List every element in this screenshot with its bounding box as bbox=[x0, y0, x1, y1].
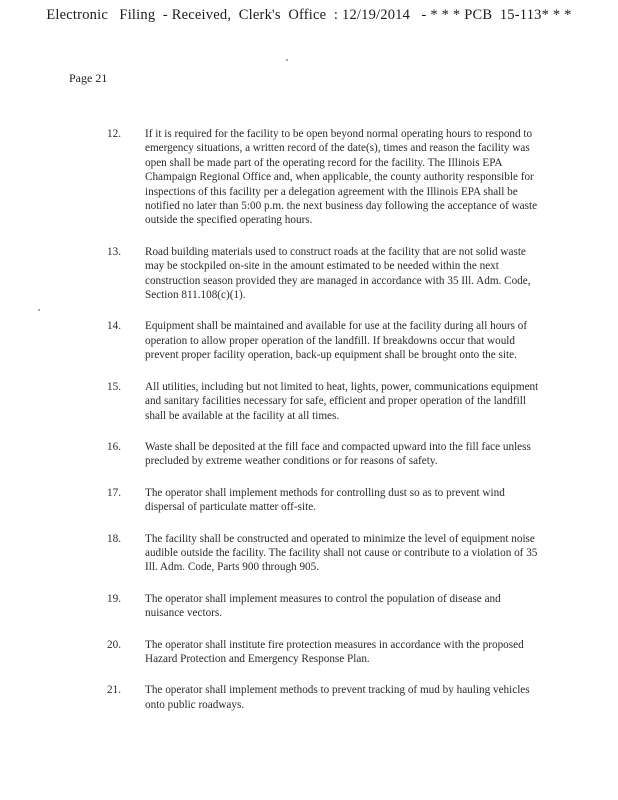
scan-speck bbox=[286, 59, 288, 61]
page-number: Page 21 bbox=[69, 71, 108, 85]
condition-text: The operator shall implement methods to prevent tracking of mud by hauling vehicles onto public roadways. bbox=[145, 684, 530, 711]
condition-item bbox=[0, 380, 618, 423]
condition-number: 13. bbox=[107, 245, 121, 258]
condition-number: 17. bbox=[107, 486, 121, 499]
condition-text: Equipment shall be maintained and available for use at the facility during all hours of operation to allow proper operation of the landfill. If breakdowns occur that would prevent proper facility operation, back-up equipment shall be brought onto the site. bbox=[145, 320, 528, 362]
condition-item bbox=[0, 440, 618, 469]
condition-item bbox=[0, 683, 618, 712]
condition-number: 21. bbox=[107, 684, 121, 697]
condition-number: 20. bbox=[107, 638, 121, 651]
condition-item bbox=[0, 319, 618, 362]
condition-number: 18. bbox=[107, 532, 121, 545]
condition-text: The operator shall implement measures to control the population of disease and nuisance vectors. bbox=[145, 592, 501, 620]
condition-item bbox=[0, 532, 618, 575]
condition-text: The operator shall implement methods for controlling dust so as to prevent wind dispersal of particulate matter off-site. bbox=[145, 486, 505, 514]
condition-text: If it is required for the facility to be open beyond normal operating hours to respond to emergency situations, a written record of the date(s), times and reason the facility was open shall be made part of the operating record for the facility. The Illinois EPA Champaign Regional Office and, when applicable, the county authority responsible for inspections of this facility per a delegation agreement with the Illinois EPA shall be notified no later than 5:00 p.m. the next business day following the acceptance of waste outside the specified operating hours. bbox=[145, 128, 538, 227]
condition-text: All utilities, including but not limited to heat, lights, power, communications equipment and sanitary facilities necessary for safe, efficient and proper operation of the landfill shall be available at the facility at all times. bbox=[145, 380, 539, 422]
condition-number: 19. bbox=[107, 592, 121, 605]
condition-item bbox=[0, 245, 618, 303]
condition-item bbox=[0, 127, 618, 228]
condition-text: Road building materials used to construct roads at the facility that are not solid waste may be stockpiled on-site in the amount estimated to be needed within the next construction season provided they are managed in accordance with 35 Ill. Adm. Code, Section 811.108(c)(1). bbox=[145, 245, 531, 302]
condition-number: 15. bbox=[107, 380, 121, 393]
condition-text: Waste shall be deposited at the fill face and compacted upward into the fill face unless precluded by extreme weather conditions or for reasons of safety. bbox=[145, 440, 531, 468]
condition-number: 12. bbox=[107, 128, 121, 140]
condition-item bbox=[0, 592, 618, 621]
filing-stamp-header: Electronic Filing - Received, Clerk's Office : 12/19/2014 - * * * PCB 15-113* * * bbox=[46, 7, 572, 23]
conditions-list bbox=[0, 127, 618, 729]
condition-text: The operator shall institute fire protection measures in accordance with the proposed Hazard Protection and Emergency Response Plan. bbox=[145, 638, 524, 665]
condition-number: 16. bbox=[107, 440, 121, 453]
condition-number: 14. bbox=[107, 320, 121, 333]
condition-text: The facility shall be constructed and operated to minimize the level of equipment noise audible outside the facility. The facility shall not cause or contribute to a violation of 35 Ill. Adm. Code, Parts 900 through 905. bbox=[145, 532, 538, 574]
condition-item bbox=[0, 638, 618, 667]
condition-item bbox=[0, 486, 618, 515]
